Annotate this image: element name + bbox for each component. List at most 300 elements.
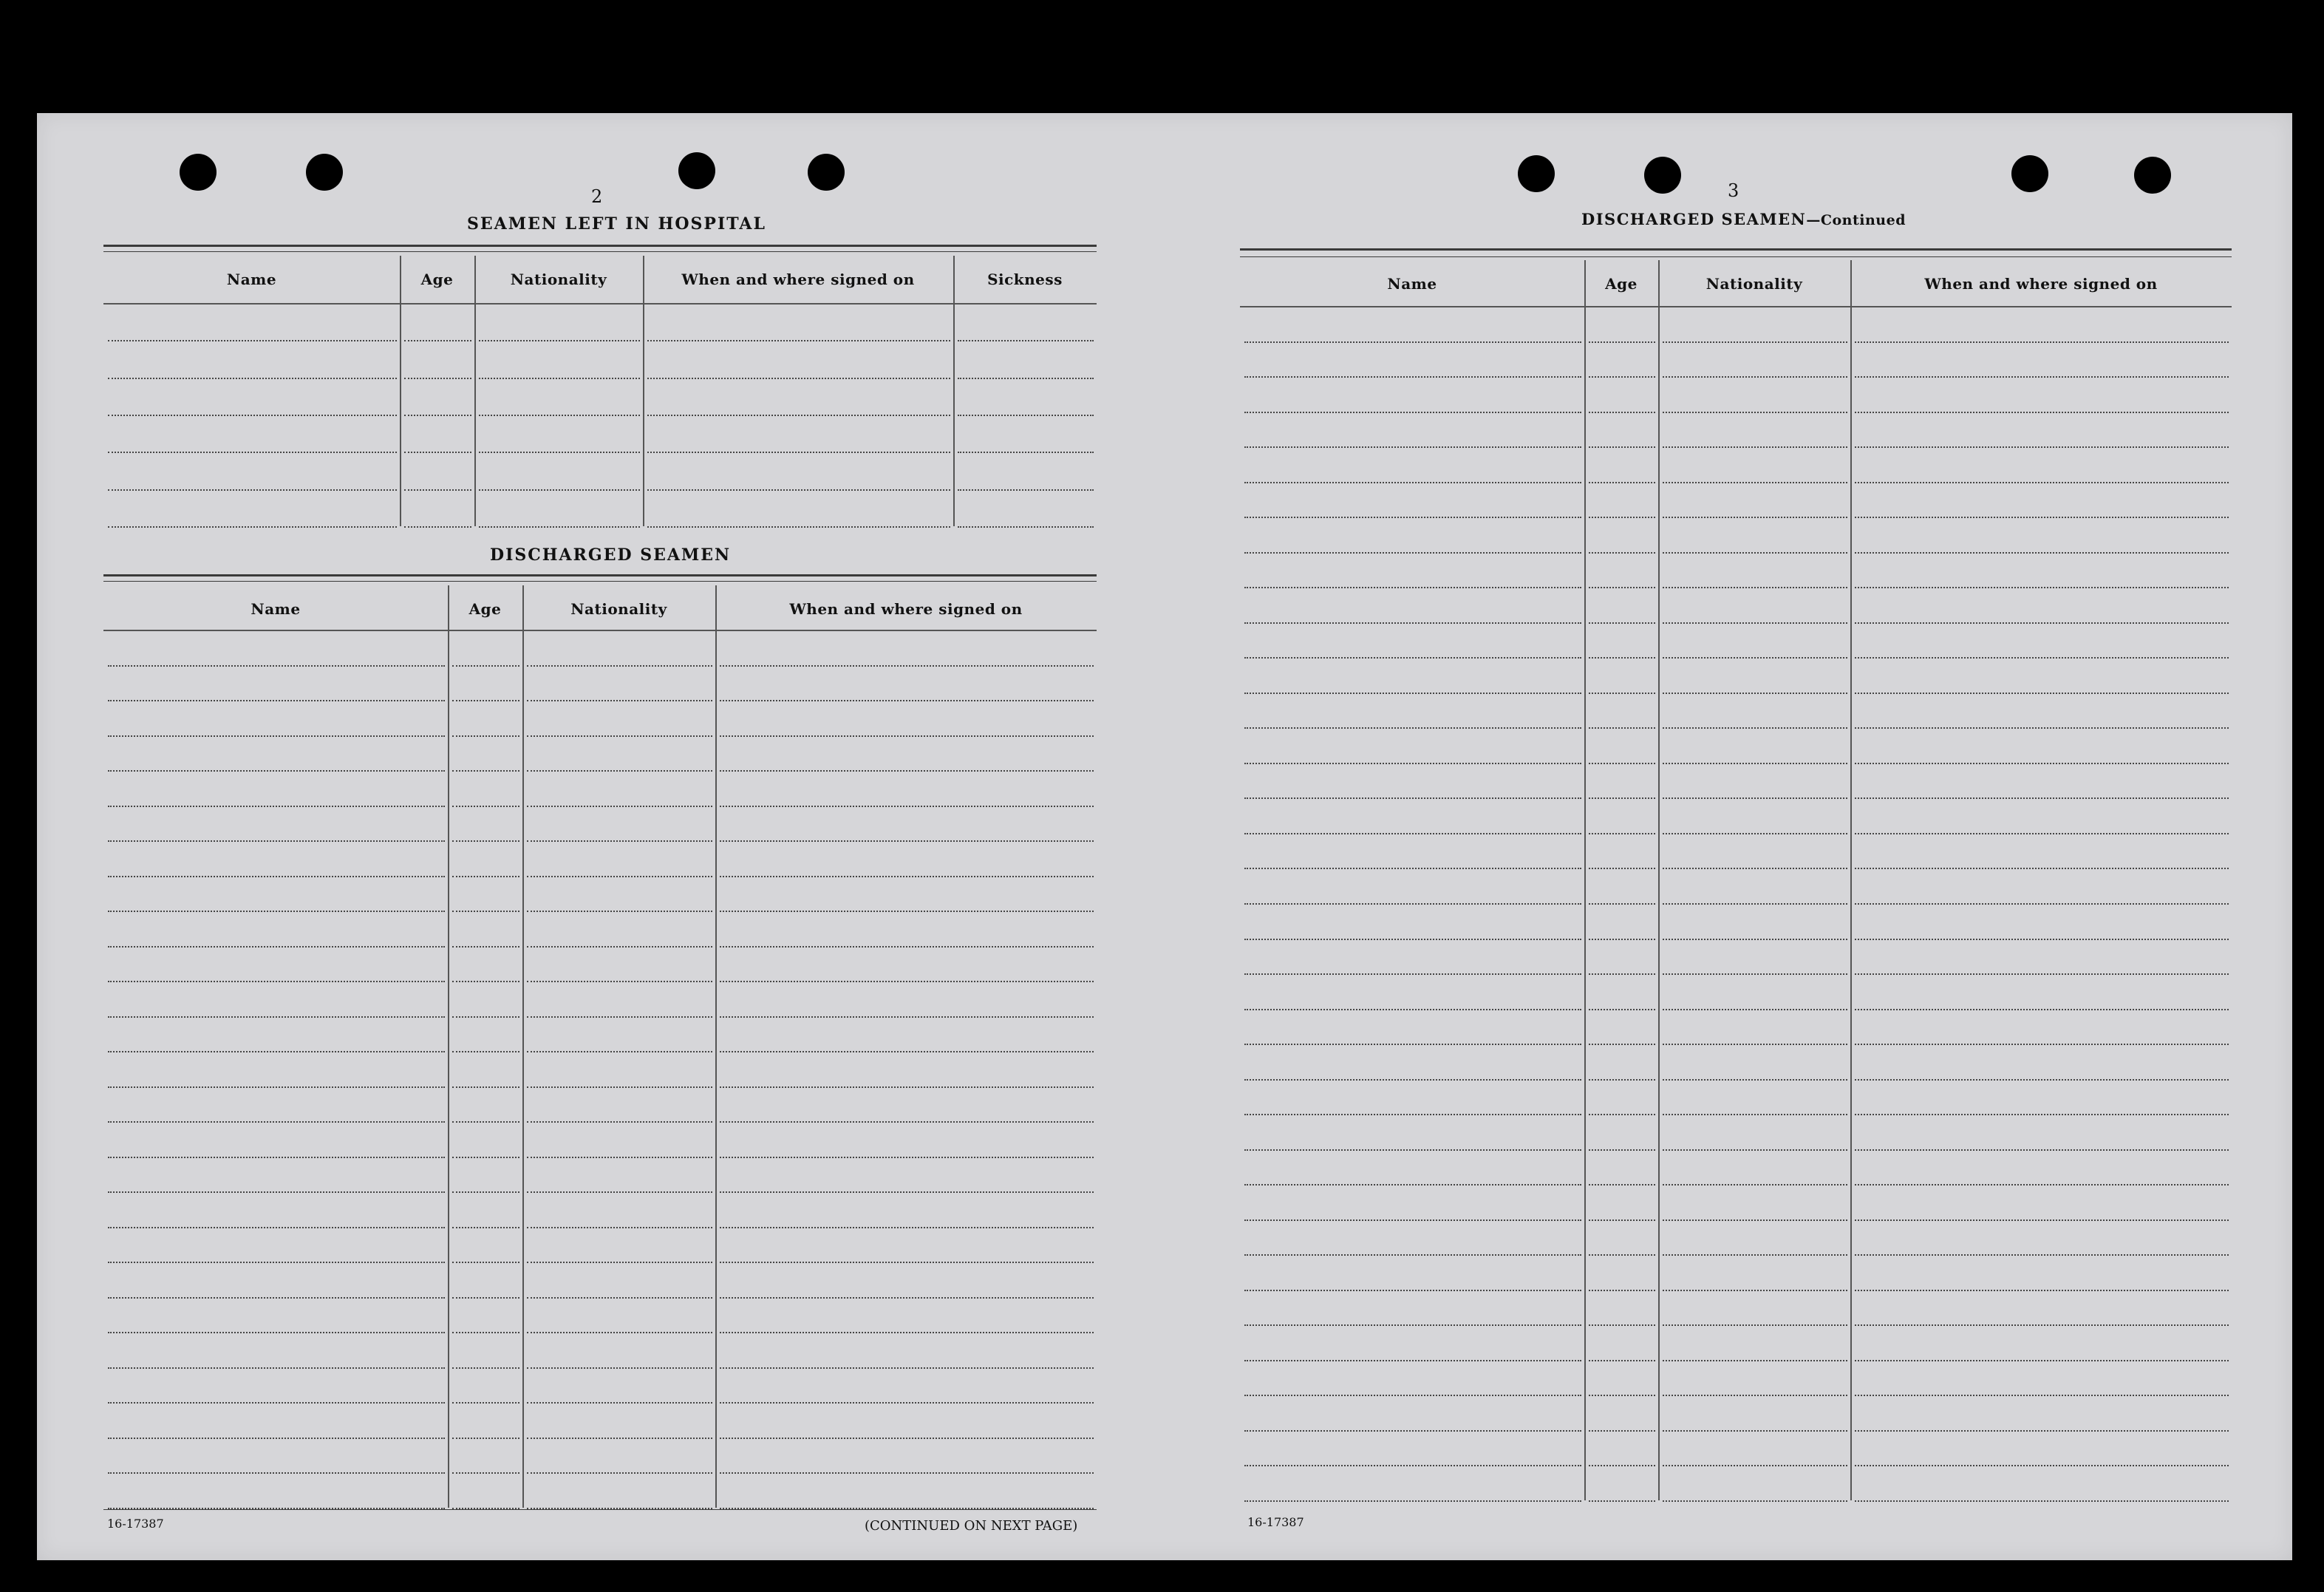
entry-line[interactable] xyxy=(452,665,519,667)
entry-line[interactable] xyxy=(108,876,445,877)
entry-line[interactable] xyxy=(1589,973,1655,975)
entry-line[interactable] xyxy=(479,378,640,379)
entry-line[interactable] xyxy=(1855,1149,2229,1151)
entry-line[interactable] xyxy=(108,1367,445,1369)
column-divider xyxy=(474,256,476,526)
column-header: When and where signed on xyxy=(789,600,1023,618)
entry-line[interactable] xyxy=(452,981,519,982)
entry-line[interactable] xyxy=(1589,341,1655,343)
entry-line[interactable] xyxy=(720,840,1094,842)
entry-line[interactable] xyxy=(647,526,950,528)
entry-line[interactable] xyxy=(1855,727,2229,729)
entry-line[interactable] xyxy=(1589,903,1655,905)
continued-note: (CONTINUED ON NEXT PAGE) xyxy=(865,1518,1078,1534)
entry-line[interactable] xyxy=(1589,939,1655,940)
entry-line[interactable] xyxy=(647,415,950,416)
entry-line[interactable] xyxy=(1244,868,1581,869)
entry-line[interactable] xyxy=(404,526,471,528)
column-divider xyxy=(643,256,644,526)
entry-line[interactable] xyxy=(720,1191,1094,1193)
entry-line[interactable] xyxy=(1663,973,1847,975)
entry-line[interactable] xyxy=(527,981,712,982)
column-header: Name xyxy=(251,600,301,618)
entry-line[interactable] xyxy=(527,665,712,667)
form-number: 16-17387 xyxy=(1247,1515,1304,1529)
entry-line[interactable] xyxy=(647,489,950,491)
entry-line[interactable] xyxy=(404,452,471,453)
entry-line[interactable] xyxy=(452,1016,519,1018)
entry-line[interactable] xyxy=(1663,1254,1847,1256)
entry-line[interactable] xyxy=(958,452,1094,453)
entry-line[interactable] xyxy=(1244,727,1581,729)
entry-line[interactable] xyxy=(720,1051,1094,1052)
entry-line[interactable] xyxy=(1855,1500,2229,1502)
column-header: Sickness xyxy=(987,271,1063,288)
entry-line[interactable] xyxy=(1589,1360,1655,1361)
entry-line[interactable] xyxy=(1855,1219,2229,1221)
entry-line[interactable] xyxy=(1589,1395,1655,1396)
entry-line[interactable] xyxy=(1589,693,1655,694)
entry-line[interactable] xyxy=(527,1191,712,1193)
entry-line[interactable] xyxy=(1855,552,2229,554)
entry-line[interactable] xyxy=(1244,657,1581,659)
column-header: Nationality xyxy=(570,600,667,618)
entry-line[interactable] xyxy=(1663,412,1847,413)
entry-line[interactable] xyxy=(1855,482,2229,483)
entry-line[interactable] xyxy=(527,1297,712,1299)
column-header: Age xyxy=(1605,275,1638,293)
entry-line[interactable] xyxy=(1663,1360,1847,1361)
table-bottom-rule xyxy=(103,1509,1097,1510)
entry-line[interactable] xyxy=(720,1086,1094,1088)
entry-line[interactable] xyxy=(1589,727,1655,729)
entry-line[interactable] xyxy=(1663,341,1847,343)
entry-line[interactable] xyxy=(108,1227,445,1228)
entry-line[interactable] xyxy=(1589,446,1655,448)
entry-line[interactable] xyxy=(108,378,397,379)
entry-line[interactable] xyxy=(1663,903,1847,905)
entry-line[interactable] xyxy=(1663,376,1847,378)
entry-line[interactable] xyxy=(1589,797,1655,799)
table-rule xyxy=(103,245,1097,247)
entry-line[interactable] xyxy=(958,526,1094,528)
page-number: 3 xyxy=(1728,180,1739,201)
column-header: Name xyxy=(1387,275,1437,293)
entry-line[interactable] xyxy=(1589,587,1655,588)
column-divider xyxy=(1584,260,1586,1500)
entry-line[interactable] xyxy=(647,378,950,379)
entry-line[interactable] xyxy=(1855,1079,2229,1081)
entry-line[interactable] xyxy=(1663,1324,1847,1326)
entry-line[interactable] xyxy=(720,735,1094,737)
entry-line[interactable] xyxy=(720,1157,1094,1158)
entry-line[interactable] xyxy=(1589,1184,1655,1186)
entry-line[interactable] xyxy=(1663,1430,1847,1432)
entry-line[interactable] xyxy=(1244,552,1581,554)
entry-line[interactable] xyxy=(1244,517,1581,518)
entry-line[interactable] xyxy=(1244,973,1581,975)
entry-line[interactable] xyxy=(527,840,712,842)
entry-line[interactable] xyxy=(720,911,1094,912)
entry-line[interactable] xyxy=(479,526,640,528)
entry-line[interactable] xyxy=(1244,1465,1581,1466)
entry-line[interactable] xyxy=(527,876,712,877)
entry-line[interactable] xyxy=(527,1262,712,1263)
entry-line[interactable] xyxy=(720,876,1094,877)
entry-line[interactable] xyxy=(1244,412,1581,413)
entry-line[interactable] xyxy=(1589,1114,1655,1115)
entry-line[interactable] xyxy=(527,1332,712,1333)
entry-line[interactable] xyxy=(1663,1465,1847,1466)
entry-line[interactable] xyxy=(720,770,1094,772)
entry-line[interactable] xyxy=(108,1332,445,1333)
entry-line[interactable] xyxy=(1589,868,1655,869)
entry-line[interactable] xyxy=(1855,1290,2229,1291)
entry-line[interactable] xyxy=(1589,1500,1655,1502)
entry-line[interactable] xyxy=(527,1051,712,1052)
entry-line[interactable] xyxy=(527,1402,712,1404)
entry-line[interactable] xyxy=(452,1438,519,1439)
table-rule xyxy=(103,581,1097,582)
punch-hole xyxy=(180,154,217,191)
entry-line[interactable] xyxy=(1855,939,2229,940)
entry-line[interactable] xyxy=(1244,482,1581,483)
entry-line[interactable] xyxy=(108,340,397,341)
entry-line[interactable] xyxy=(1663,868,1847,869)
entry-line[interactable] xyxy=(452,735,519,737)
entry-line[interactable] xyxy=(108,981,445,982)
entry-line[interactable] xyxy=(404,378,471,379)
column-divider xyxy=(522,585,524,1508)
entry-line[interactable] xyxy=(1855,1184,2229,1186)
entry-line[interactable] xyxy=(1244,376,1581,378)
entry-line[interactable] xyxy=(108,1472,445,1474)
entry-line[interactable] xyxy=(1855,517,2229,518)
entry-line[interactable] xyxy=(1589,763,1655,764)
entry-line[interactable] xyxy=(452,1262,519,1263)
entry-line[interactable] xyxy=(1855,587,2229,588)
entry-line[interactable] xyxy=(1663,517,1847,518)
entry-line[interactable] xyxy=(1589,1009,1655,1010)
entry-line[interactable] xyxy=(1855,1009,2229,1010)
form-paper xyxy=(37,113,2292,1560)
entry-line[interactable] xyxy=(720,806,1094,807)
entry-line[interactable] xyxy=(1244,1430,1581,1432)
entry-line[interactable] xyxy=(1855,1254,2229,1256)
entry-line[interactable] xyxy=(452,911,519,912)
entry-line[interactable] xyxy=(1855,657,2229,659)
entry-line[interactable] xyxy=(720,1332,1094,1333)
entry-line[interactable] xyxy=(958,378,1094,379)
entry-line[interactable] xyxy=(958,340,1094,341)
entry-line[interactable] xyxy=(1855,412,2229,413)
entry-line[interactable] xyxy=(720,1227,1094,1228)
entry-line[interactable] xyxy=(1855,763,2229,764)
entry-line[interactable] xyxy=(1663,482,1847,483)
entry-line[interactable] xyxy=(647,452,950,453)
entry-line[interactable] xyxy=(1663,1114,1847,1115)
entry-line[interactable] xyxy=(720,1262,1094,1263)
entry-line[interactable] xyxy=(452,1086,519,1088)
entry-line[interactable] xyxy=(404,489,471,491)
entry-line[interactable] xyxy=(1244,833,1581,834)
punch-hole xyxy=(808,154,845,191)
punch-hole xyxy=(1644,157,1681,194)
entry-line[interactable] xyxy=(1589,1324,1655,1326)
entry-line[interactable] xyxy=(452,1367,519,1369)
entry-line[interactable] xyxy=(720,1402,1094,1404)
entry-line[interactable] xyxy=(108,489,397,491)
entry-line[interactable] xyxy=(1663,797,1847,799)
entry-line[interactable] xyxy=(720,981,1094,982)
entry-line[interactable] xyxy=(1589,1219,1655,1221)
entry-line[interactable] xyxy=(108,1157,445,1158)
entry-line[interactable] xyxy=(647,340,950,341)
entry-line[interactable] xyxy=(1663,587,1847,588)
entry-line[interactable] xyxy=(404,340,471,341)
entry-line[interactable] xyxy=(1855,341,2229,343)
entry-line[interactable] xyxy=(1663,833,1847,834)
entry-line[interactable] xyxy=(1663,1395,1847,1396)
entry-line[interactable] xyxy=(1589,376,1655,378)
entry-line[interactable] xyxy=(479,415,640,416)
entry-line[interactable] xyxy=(527,1086,712,1088)
entry-line[interactable] xyxy=(1663,446,1847,448)
punch-hole xyxy=(2134,157,2171,194)
entry-line[interactable] xyxy=(527,1016,712,1018)
entry-line[interactable] xyxy=(452,840,519,842)
entry-line[interactable] xyxy=(1244,1079,1581,1081)
entry-line[interactable] xyxy=(527,946,712,948)
punch-hole xyxy=(306,154,343,191)
entry-line[interactable] xyxy=(1855,1324,2229,1326)
form-number: 16-17387 xyxy=(107,1517,164,1531)
header-underline xyxy=(103,630,1097,631)
entry-line[interactable] xyxy=(1663,622,1847,624)
entry-line[interactable] xyxy=(479,452,640,453)
entry-line[interactable] xyxy=(1244,1184,1581,1186)
entry-line[interactable] xyxy=(108,911,445,912)
entry-line[interactable] xyxy=(108,1051,445,1052)
entry-line[interactable] xyxy=(1663,657,1847,659)
entry-line[interactable] xyxy=(452,1472,519,1474)
entry-line[interactable] xyxy=(1589,1044,1655,1045)
entry-line[interactable] xyxy=(1855,1044,2229,1045)
entry-line[interactable] xyxy=(958,415,1094,416)
section-title-hospital: SEAMEN LEFT IN HOSPITAL xyxy=(467,214,766,234)
entry-line[interactable] xyxy=(1855,622,2229,624)
entry-line[interactable] xyxy=(108,1402,445,1404)
entry-line[interactable] xyxy=(1855,833,2229,834)
punch-hole xyxy=(1518,155,1555,192)
entry-line[interactable] xyxy=(452,1121,519,1123)
entry-line[interactable] xyxy=(404,415,471,416)
table-rule xyxy=(1240,248,2232,251)
entry-line[interactable] xyxy=(108,1191,445,1193)
entry-line[interactable] xyxy=(1589,1254,1655,1256)
entry-line[interactable] xyxy=(1663,1079,1847,1081)
entry-line[interactable] xyxy=(1855,1430,2229,1432)
entry-line[interactable] xyxy=(108,665,445,667)
entry-line[interactable] xyxy=(1855,1114,2229,1115)
entry-line[interactable] xyxy=(527,735,712,737)
entry-line[interactable] xyxy=(720,1367,1094,1369)
entry-line[interactable] xyxy=(1663,939,1847,940)
entry-line[interactable] xyxy=(1244,1395,1581,1396)
entry-line[interactable] xyxy=(1244,1044,1581,1045)
entry-line[interactable] xyxy=(527,770,712,772)
entry-line[interactable] xyxy=(1244,939,1581,940)
entry-line[interactable] xyxy=(1663,1149,1847,1151)
entry-line[interactable] xyxy=(1663,1290,1847,1291)
entry-line[interactable] xyxy=(452,1297,519,1299)
entry-line[interactable] xyxy=(108,526,397,528)
entry-line[interactable] xyxy=(108,770,445,772)
entry-line[interactable] xyxy=(1663,1009,1847,1010)
entry-line[interactable] xyxy=(108,452,397,453)
entry-line[interactable] xyxy=(1244,587,1581,588)
entry-line[interactable] xyxy=(1855,446,2229,448)
entry-line[interactable] xyxy=(1663,727,1847,729)
entry-line[interactable] xyxy=(108,735,445,737)
page-number: 2 xyxy=(591,186,603,207)
entry-line[interactable] xyxy=(1663,763,1847,764)
entry-line[interactable] xyxy=(452,1227,519,1228)
entry-line[interactable] xyxy=(452,1402,519,1404)
entry-line[interactable] xyxy=(479,340,640,341)
entry-line[interactable] xyxy=(1244,622,1581,624)
entry-line[interactable] xyxy=(720,1438,1094,1439)
entry-line[interactable] xyxy=(1855,693,2229,694)
entry-line[interactable] xyxy=(1663,1500,1847,1502)
entry-line[interactable] xyxy=(1589,1079,1655,1081)
column-header: Nationality xyxy=(1705,275,1803,293)
entry-line[interactable] xyxy=(108,1438,445,1439)
entry-line[interactable] xyxy=(1244,1324,1581,1326)
entry-line[interactable] xyxy=(1589,1430,1655,1432)
entry-line[interactable] xyxy=(720,946,1094,948)
entry-line[interactable] xyxy=(1589,1149,1655,1151)
entry-line[interactable] xyxy=(1589,657,1655,659)
entry-line[interactable] xyxy=(108,1016,445,1018)
entry-line[interactable] xyxy=(452,1332,519,1333)
column-header: Age xyxy=(468,600,502,618)
entry-line[interactable] xyxy=(1244,1219,1581,1221)
entry-line[interactable] xyxy=(527,1157,712,1158)
entry-line[interactable] xyxy=(1589,622,1655,624)
entry-line[interactable] xyxy=(1589,517,1655,518)
entry-line[interactable] xyxy=(1244,797,1581,799)
column-divider xyxy=(400,256,401,526)
entry-line[interactable] xyxy=(527,1367,712,1369)
entry-line[interactable] xyxy=(452,770,519,772)
entry-line[interactable] xyxy=(108,1262,445,1263)
entry-line[interactable] xyxy=(108,1086,445,1088)
entry-line[interactable] xyxy=(1244,446,1581,448)
entry-line[interactable] xyxy=(1244,763,1581,764)
entry-line[interactable] xyxy=(1244,1009,1581,1010)
entry-line[interactable] xyxy=(1244,903,1581,905)
entry-line[interactable] xyxy=(108,700,445,701)
entry-line[interactable] xyxy=(108,415,397,416)
entry-line[interactable] xyxy=(527,911,712,912)
entry-line[interactable] xyxy=(1855,868,2229,869)
entry-line[interactable] xyxy=(1244,1360,1581,1361)
entry-line[interactable] xyxy=(527,1438,712,1439)
entry-line[interactable] xyxy=(1663,693,1847,694)
entry-line[interactable] xyxy=(527,700,712,701)
entry-line[interactable] xyxy=(1855,1360,2229,1361)
entry-line[interactable] xyxy=(108,806,445,807)
entry-line[interactable] xyxy=(1244,1114,1581,1115)
entry-line[interactable] xyxy=(1244,1254,1581,1256)
entry-line[interactable] xyxy=(452,1051,519,1052)
entry-line[interactable] xyxy=(1244,341,1581,343)
entry-line[interactable] xyxy=(1589,552,1655,554)
entry-line[interactable] xyxy=(527,1227,712,1228)
entry-line[interactable] xyxy=(527,806,712,807)
entry-line[interactable] xyxy=(720,665,1094,667)
entry-line[interactable] xyxy=(108,840,445,842)
entry-line[interactable] xyxy=(1589,1465,1655,1466)
entry-line[interactable] xyxy=(1855,797,2229,799)
entry-line[interactable] xyxy=(1244,693,1581,694)
entry-line[interactable] xyxy=(108,1121,445,1123)
entry-line[interactable] xyxy=(452,1157,519,1158)
entry-line[interactable] xyxy=(108,946,445,948)
entry-line[interactable] xyxy=(452,946,519,948)
entry-line[interactable] xyxy=(1589,412,1655,413)
entry-line[interactable] xyxy=(1855,1465,2229,1466)
entry-line[interactable] xyxy=(1855,903,2229,905)
entry-line[interactable] xyxy=(1244,1500,1581,1502)
entry-line[interactable] xyxy=(958,489,1094,491)
column-divider xyxy=(953,256,955,526)
entry-line[interactable] xyxy=(1589,482,1655,483)
column-divider xyxy=(448,585,449,1508)
column-header: Age xyxy=(420,271,454,288)
entry-line[interactable] xyxy=(1589,1290,1655,1291)
entry-line[interactable] xyxy=(720,1297,1094,1299)
entry-line[interactable] xyxy=(1244,1290,1581,1291)
entry-line[interactable] xyxy=(1663,1184,1847,1186)
entry-line[interactable] xyxy=(527,1472,712,1474)
entry-line[interactable] xyxy=(452,700,519,701)
entry-line[interactable] xyxy=(527,1121,712,1123)
column-header: When and where signed on xyxy=(681,271,915,288)
entry-line[interactable] xyxy=(1244,1149,1581,1151)
entry-line[interactable] xyxy=(720,1121,1094,1123)
table-rule xyxy=(103,251,1097,252)
entry-line[interactable] xyxy=(479,489,640,491)
entry-line[interactable] xyxy=(1663,552,1847,554)
entry-line[interactable] xyxy=(1663,1044,1847,1045)
title-main: DISCHARGED SEAMEN xyxy=(1581,210,1807,228)
entry-line[interactable] xyxy=(1855,973,2229,975)
entry-line[interactable] xyxy=(452,1191,519,1193)
column-header: When and where signed on xyxy=(1924,275,2158,293)
entry-line[interactable] xyxy=(720,1472,1094,1474)
entry-line[interactable] xyxy=(108,1297,445,1299)
entry-line[interactable] xyxy=(452,876,519,877)
entry-line[interactable] xyxy=(1855,376,2229,378)
entry-line[interactable] xyxy=(1855,1395,2229,1396)
entry-line[interactable] xyxy=(1663,1219,1847,1221)
entry-line[interactable] xyxy=(452,806,519,807)
entry-line[interactable] xyxy=(720,700,1094,701)
entry-line[interactable] xyxy=(720,1016,1094,1018)
entry-line[interactable] xyxy=(1589,833,1655,834)
